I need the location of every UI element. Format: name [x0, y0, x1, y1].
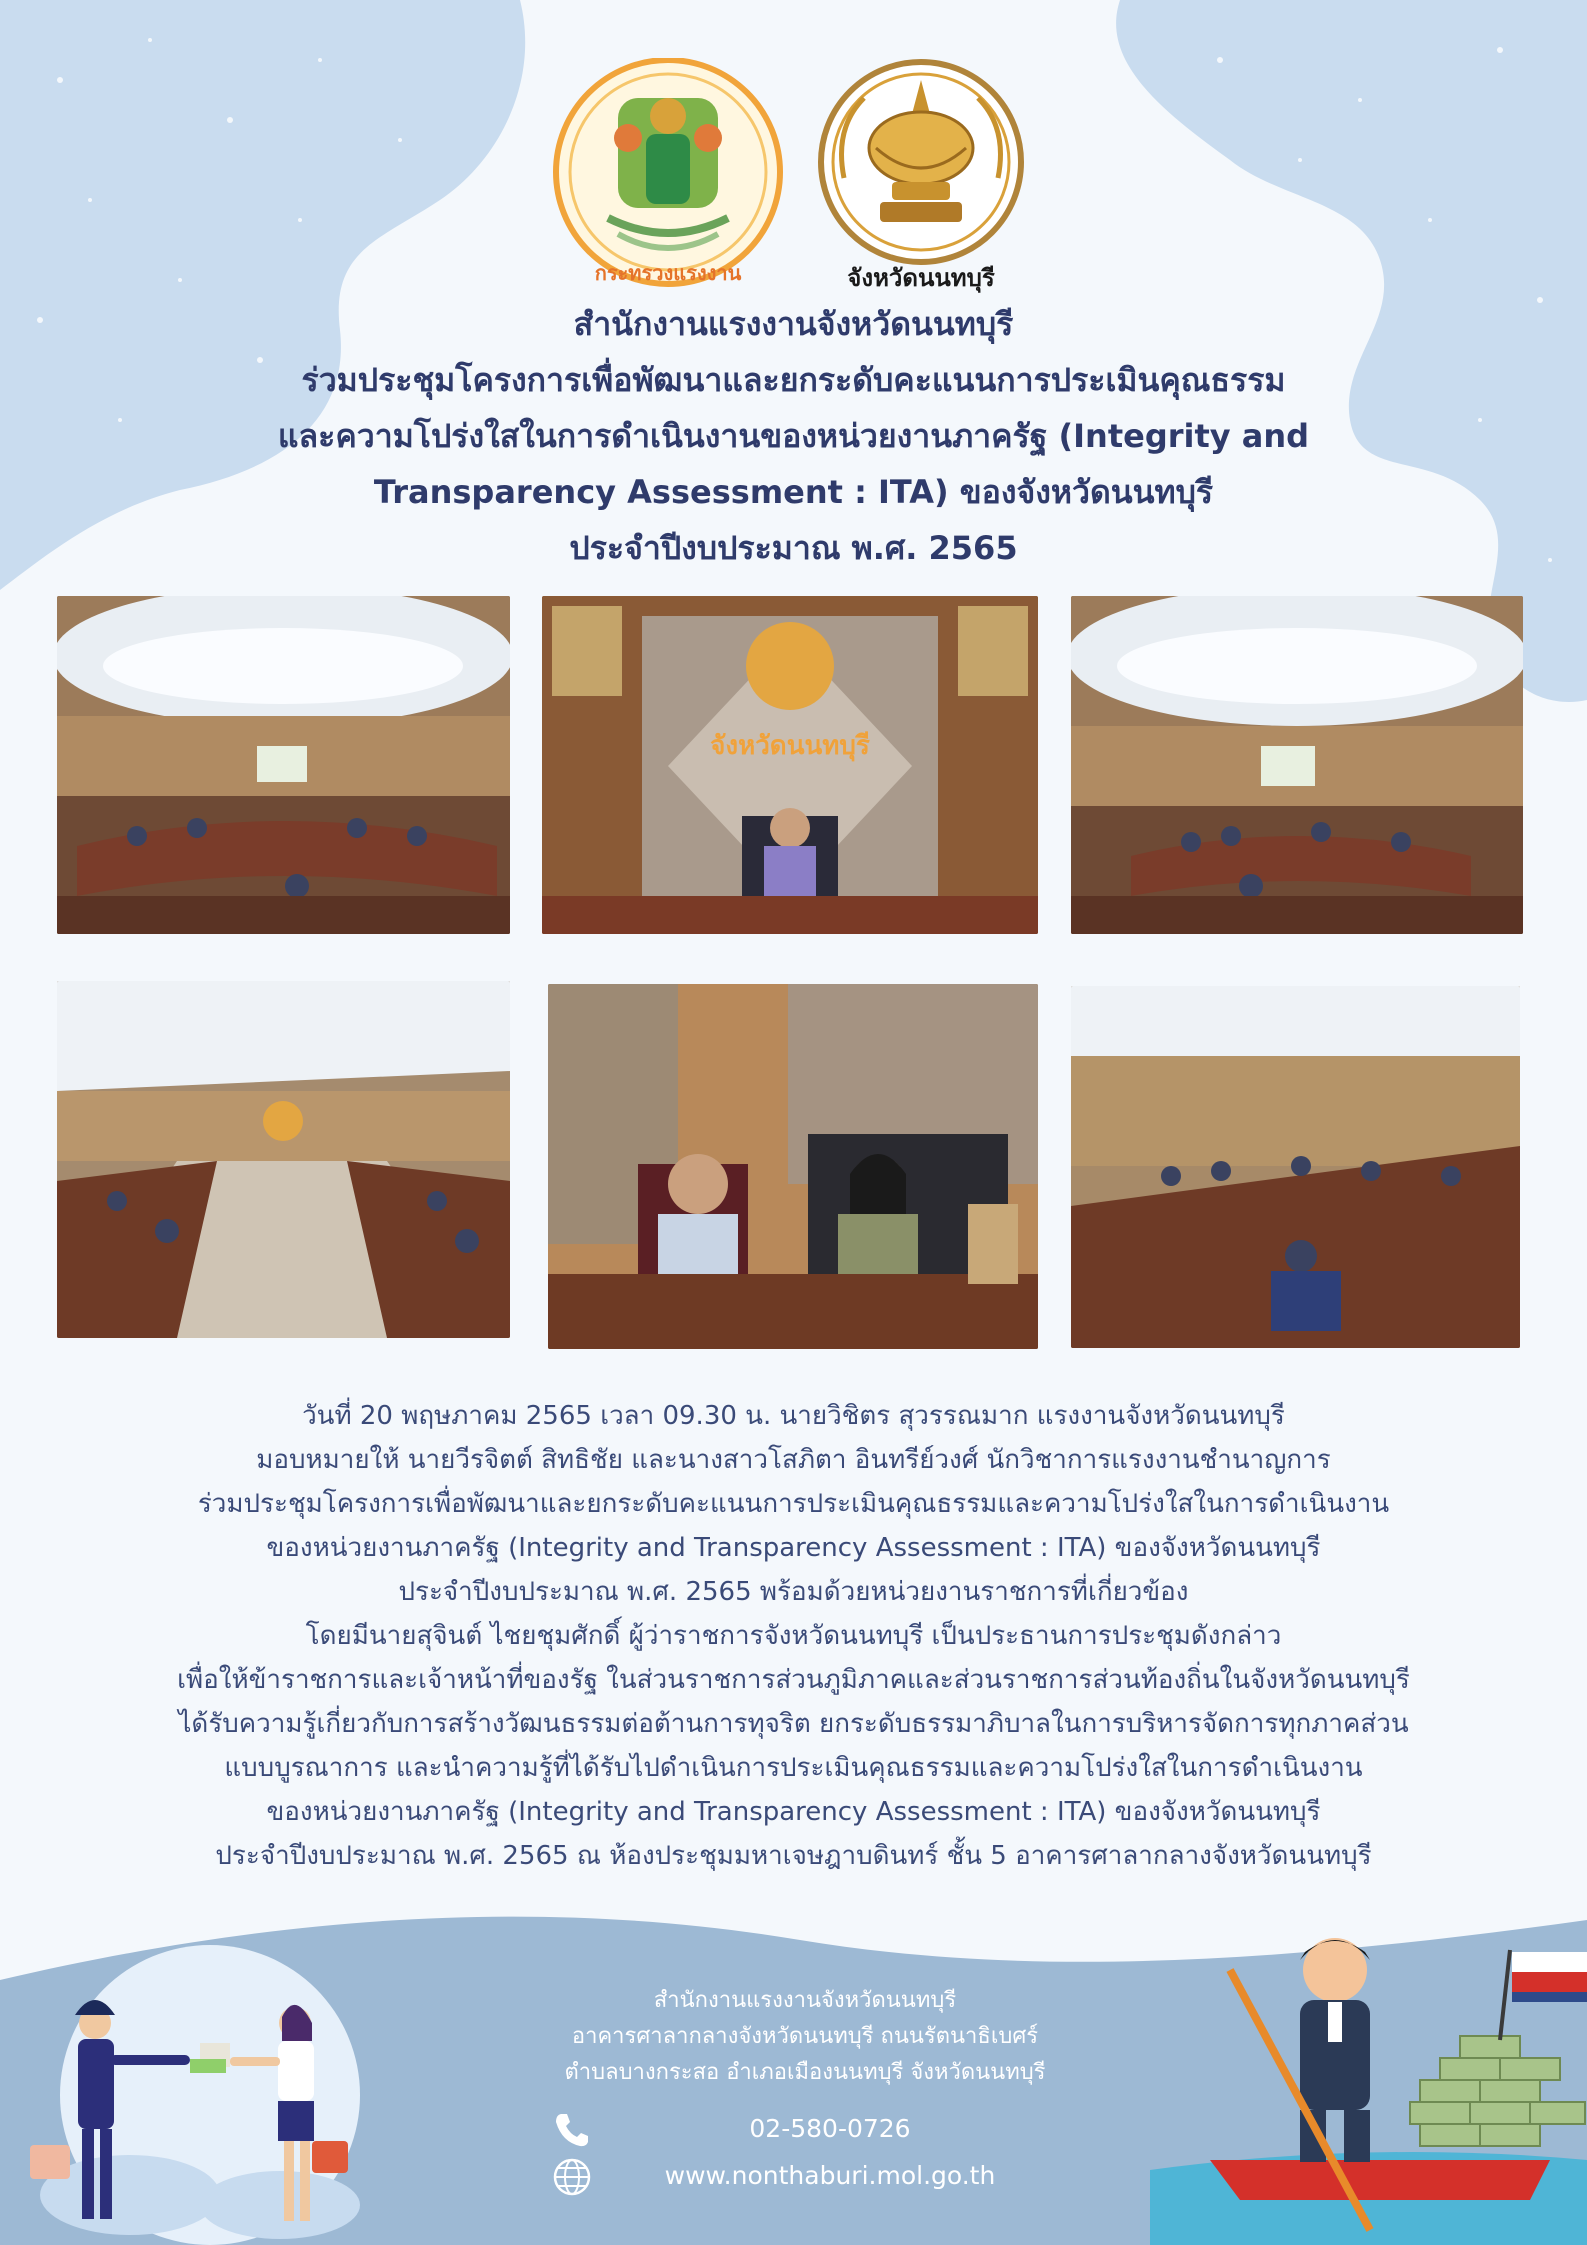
- province-sign-text: จังหวัดนนทบุรี: [710, 731, 870, 761]
- nonthaburi-province-seal: [804, 58, 1038, 294]
- chairman-photo: [542, 596, 1038, 934]
- footer-address-line: ตำบลบางกระสอ อำเภอเมืองนนทบุรี จังหวัดนนทบุรี: [564, 2060, 1046, 2085]
- province-seal-caption: จังหวัดนนทบุรี: [847, 264, 995, 292]
- website-link[interactable]: www.nonthaburi.mol.go.th: [664, 2161, 996, 2190]
- body-line: ร่วมประชุมโครงการเพื่อพัฒนาและยกระดับคะแนนการประเมินคุณธรรมและความโปร่งใสในการดำเนินงาน: [197, 1489, 1390, 1519]
- handshake-illustration: [20, 1945, 360, 2245]
- website-contact: [550, 2155, 1070, 2199]
- staff-photo: [548, 984, 1038, 1349]
- meeting-photo: [1071, 986, 1520, 1348]
- phone-icon: [552, 2110, 592, 2150]
- body-line: ได้รับความรู้เกี่ยวกับการสร้างวัฒนธรรมต่อต้านการทุจริต ยกระดับธรรมาภิบาลในการบริหารจัดการทุกภาคส่วน: [178, 1709, 1409, 1739]
- headline-line: และความโปร่งใสในการดำเนินงานของหน่วยงานภาครัฐ (Integrity and: [277, 417, 1310, 455]
- footer-address: [540, 1983, 1070, 2091]
- ministry-logo-caption: กระทรวงแรงงาน: [594, 261, 742, 285]
- body-line: ของหน่วยงานภาครัฐ (Integrity and Transparency Assessment : ITA) ของจังหวัดนนทบุรี: [266, 1533, 1321, 1563]
- body-line: ของหน่วยงานภาครัฐ (Integrity and Transparency Assessment : ITA) ของจังหวัดนนทบุรี: [266, 1797, 1321, 1827]
- headline-line: สำนักงานแรงงานจังหวัดนนทบุรี: [573, 305, 1014, 343]
- headline-line: ประจำปีงบประมาณ พ.ศ. 2565: [569, 529, 1018, 567]
- body-paragraph: [90, 1394, 1497, 1878]
- logo-row: [548, 58, 1038, 294]
- headline: [160, 296, 1427, 576]
- body-line: ประจำปีงบประมาณ พ.ศ. 2565 พร้อมด้วยหน่วยงานราชการที่เกี่ยวข้อง: [398, 1577, 1189, 1607]
- body-line: โดยมีนายสุจินต์ ไชยชุมศักดิ์ ผู้ว่าราชการจังหวัดนนทบุรี เป็นประธานการประชุมดังกล่าว: [305, 1621, 1282, 1651]
- meeting-photo: [57, 981, 510, 1338]
- headline-line: ร่วมประชุมโครงการเพื่อพัฒนาและยกระดับคะแนนการประเมินคุณธรรม: [301, 361, 1286, 399]
- meeting-photo: [57, 596, 510, 934]
- body-line: เพื่อให้ข้าราชการและเจ้าหน้าที่ของรัฐ ในส่วนราชการส่วนภูมิภาคและส่วนราชการส่วนท้องถิ่นในจังหวัดนนทบุรี: [177, 1665, 1410, 1695]
- headline-line: Transparency Assessment : ITA) ของจังหวัดนนทบุรี: [373, 473, 1214, 511]
- body-line: มอบหมายให้ นายวีรจิตต์ สิทธิชัย และนางสาวโสภิตา อินทรีย์วงศ์ นักวิชาการแรงงานชำนาญการ: [256, 1445, 1331, 1475]
- phone-contact: [550, 2108, 1070, 2152]
- money-boat-illustration: [1150, 1930, 1587, 2245]
- phone-number: 02-580-0726: [749, 2114, 911, 2143]
- footer-address-line: สำนักงานแรงงานจังหวัดนนทบุรี: [653, 1988, 957, 2013]
- body-line: แบบบูรณาการ และนำความรู้ที่ได้รับไปดำเนินการประเมินคุณธรรมและความโปร่งใสในการดำเนินงาน: [224, 1753, 1363, 1783]
- globe-icon: [552, 2157, 592, 2197]
- body-line: วันที่ 20 พฤษภาคม 2565 เวลา 09.30 น. นายวิชิตร สุวรรณมาก แรงงานจังหวัดนนทบุรี: [302, 1401, 1285, 1431]
- ministry-of-labour-logo: [548, 58, 788, 294]
- footer-address-line: อาคารศาลากลางจังหวัดนนทบุรี ถนนรัตนาธิเบศร์: [571, 2024, 1039, 2049]
- meeting-photo: [1071, 596, 1523, 934]
- body-line: ประจำปีงบประมาณ พ.ศ. 2565 ณ ห้องประชุมมหาเจษฎาบดินทร์ ชั้น 5 อาคารศาลากลางจังหวัดนนทบุรี: [215, 1841, 1372, 1871]
